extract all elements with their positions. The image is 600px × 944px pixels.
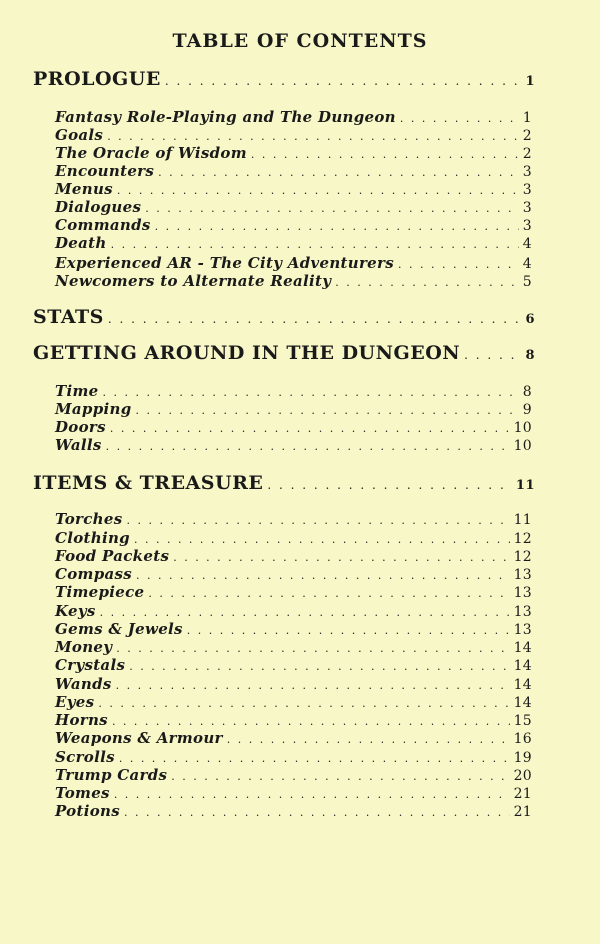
toc-entry — [55, 802, 532, 820]
entry-label: Doors — [55, 418, 106, 436]
entry-label: Goals — [55, 126, 104, 144]
entry-label: Horns — [55, 711, 108, 729]
entry-label: Scrolls — [55, 748, 115, 766]
dot-leader — [106, 440, 510, 453]
toc-entry — [55, 144, 532, 162]
page-number: 12 — [513, 531, 532, 547]
page-number: 13 — [513, 622, 532, 638]
dot-leader — [98, 697, 509, 710]
entry-label: Time — [55, 382, 99, 400]
dot-leader — [136, 404, 519, 417]
page-number: 15 — [513, 713, 532, 729]
page-number: 13 — [513, 567, 532, 583]
section-label: PROLOGUE — [33, 68, 161, 90]
toc-entry — [55, 693, 532, 711]
page-number: 3 — [522, 182, 532, 198]
page-number: 10 — [513, 420, 532, 436]
page-number: 4 — [522, 236, 532, 252]
page-number: 11 — [513, 512, 532, 528]
toc-section-items-treasure — [33, 472, 535, 494]
dot-leader — [107, 130, 519, 143]
page-number: 10 — [513, 438, 532, 454]
toc-entry — [55, 254, 532, 272]
section-label: GETTING AROUND IN THE DUNGEON — [33, 342, 461, 364]
toc-entry — [55, 108, 532, 126]
entry-label: Newcomers to Alternate Reality — [55, 272, 332, 290]
toc-entry — [55, 418, 532, 436]
entry-label: Torches — [55, 510, 123, 528]
entry-label: Commands — [55, 216, 151, 234]
toc-entry — [55, 234, 532, 252]
dot-leader — [119, 752, 510, 765]
dot-leader — [116, 679, 510, 692]
toc-entry — [55, 766, 532, 784]
entry-label: Money — [55, 638, 113, 656]
entry-label: Timepiece — [55, 583, 145, 601]
dot-leader — [145, 202, 519, 215]
toc-entry — [55, 162, 532, 180]
dot-leader — [112, 715, 510, 728]
page-number: 9 — [522, 402, 532, 418]
toc-entry — [55, 711, 532, 729]
dot-leader — [173, 551, 509, 564]
dot-leader — [165, 74, 522, 88]
entry-label: Potions — [55, 802, 120, 820]
toc-entry — [55, 638, 532, 656]
page-number: 5 — [522, 274, 532, 290]
toc-section-stats — [33, 306, 535, 328]
dot-leader — [129, 660, 509, 673]
entry-label: Clothing — [55, 529, 130, 547]
page-number: 1 — [522, 110, 532, 126]
page-number: 3 — [522, 164, 532, 180]
page-number: 3 — [522, 200, 532, 216]
page-number: 3 — [522, 218, 532, 234]
page-number: 6 — [525, 312, 535, 327]
entry-label: Menus — [55, 180, 113, 198]
dot-leader — [155, 220, 519, 233]
toc-entry — [55, 510, 532, 528]
dot-leader — [110, 422, 510, 435]
page-number: 21 — [513, 786, 532, 802]
page-number: 21 — [513, 804, 532, 820]
dot-leader — [158, 166, 519, 179]
toc-entry — [55, 547, 532, 565]
page-number: 16 — [513, 731, 532, 747]
dot-leader — [126, 514, 509, 527]
page-number: 1 — [525, 74, 535, 89]
entry-label: The Oracle of Wisdom — [55, 144, 247, 162]
entry-label: Tomes — [55, 784, 110, 802]
toc-entry — [55, 382, 532, 400]
section-label: ITEMS & TREASURE — [33, 472, 264, 494]
dot-leader — [171, 770, 509, 783]
dot-leader — [124, 806, 510, 819]
page-number: 14 — [513, 695, 532, 711]
entry-label: Weapons & Armour — [55, 729, 223, 747]
section-label: STATS — [33, 306, 104, 328]
toc-section-prologue — [33, 68, 535, 90]
dot-leader — [111, 238, 519, 251]
entry-label: Fantasy Role-Playing and The Dungeon — [55, 108, 396, 126]
page-number: 13 — [513, 604, 532, 620]
page-number: 11 — [515, 478, 535, 493]
page-number: 19 — [513, 750, 532, 766]
page-number: 4 — [522, 256, 532, 272]
dot-leader — [464, 348, 521, 362]
dot-leader — [134, 533, 510, 546]
page-number: 14 — [513, 658, 532, 674]
entry-label: Experienced AR - The City Adventurers — [55, 254, 394, 272]
dot-leader — [136, 569, 510, 582]
entry-label: Crystals — [55, 656, 126, 674]
toc-entry — [55, 748, 532, 766]
toc-entry — [55, 216, 532, 234]
entry-label: Death — [55, 234, 107, 252]
toc-entry — [55, 400, 532, 418]
toc-entry — [55, 675, 532, 693]
entry-label: Keys — [55, 602, 96, 620]
dot-leader — [148, 587, 509, 600]
dot-leader — [335, 276, 519, 289]
dot-leader — [398, 258, 519, 271]
page-title: TABLE OF CONTENTS — [172, 30, 428, 52]
page-number: 14 — [513, 677, 532, 693]
toc-section-getting-around — [33, 342, 535, 364]
entry-label: Walls — [55, 436, 102, 454]
toc-entry — [55, 198, 532, 216]
toc-entry — [55, 620, 532, 638]
toc-entry — [55, 126, 532, 144]
page-number: 2 — [522, 128, 532, 144]
page-number: 12 — [513, 549, 532, 565]
dot-leader — [102, 386, 518, 399]
dot-leader — [116, 642, 509, 655]
dot-leader — [117, 184, 519, 197]
toc-entry — [55, 436, 532, 454]
page-number: 13 — [513, 585, 532, 601]
dot-leader — [108, 312, 522, 326]
entry-label: Encounters — [55, 162, 155, 180]
toc-entry — [55, 529, 532, 547]
dot-leader — [100, 606, 510, 619]
entry-label: Eyes — [55, 693, 95, 711]
toc-entry — [55, 272, 532, 290]
toc-entry — [55, 565, 532, 583]
entry-label: Compass — [55, 565, 133, 583]
dot-leader — [227, 733, 510, 746]
entry-label: Food Packets — [55, 547, 170, 565]
toc-entry — [55, 602, 532, 620]
dot-leader — [251, 148, 519, 161]
dot-leader — [187, 624, 510, 637]
toc-entry — [55, 180, 532, 198]
entry-label: Gems & Jewels — [55, 620, 183, 638]
toc-entry — [55, 784, 532, 802]
page-number: 20 — [513, 768, 532, 784]
entry-label: Dialogues — [55, 198, 142, 216]
page-number: 8 — [525, 348, 535, 363]
entry-label: Trump Cards — [55, 766, 168, 784]
toc-entry — [55, 656, 532, 674]
dot-leader — [400, 112, 519, 125]
toc-entry — [55, 729, 532, 747]
dot-leader — [267, 478, 512, 492]
toc-entry — [55, 583, 532, 601]
entry-label: Mapping — [55, 400, 132, 418]
entry-label: Wands — [55, 675, 112, 693]
page-number: 14 — [513, 640, 532, 656]
page-number: 2 — [522, 146, 532, 162]
dot-leader — [114, 788, 510, 801]
page-number: 8 — [522, 384, 532, 400]
